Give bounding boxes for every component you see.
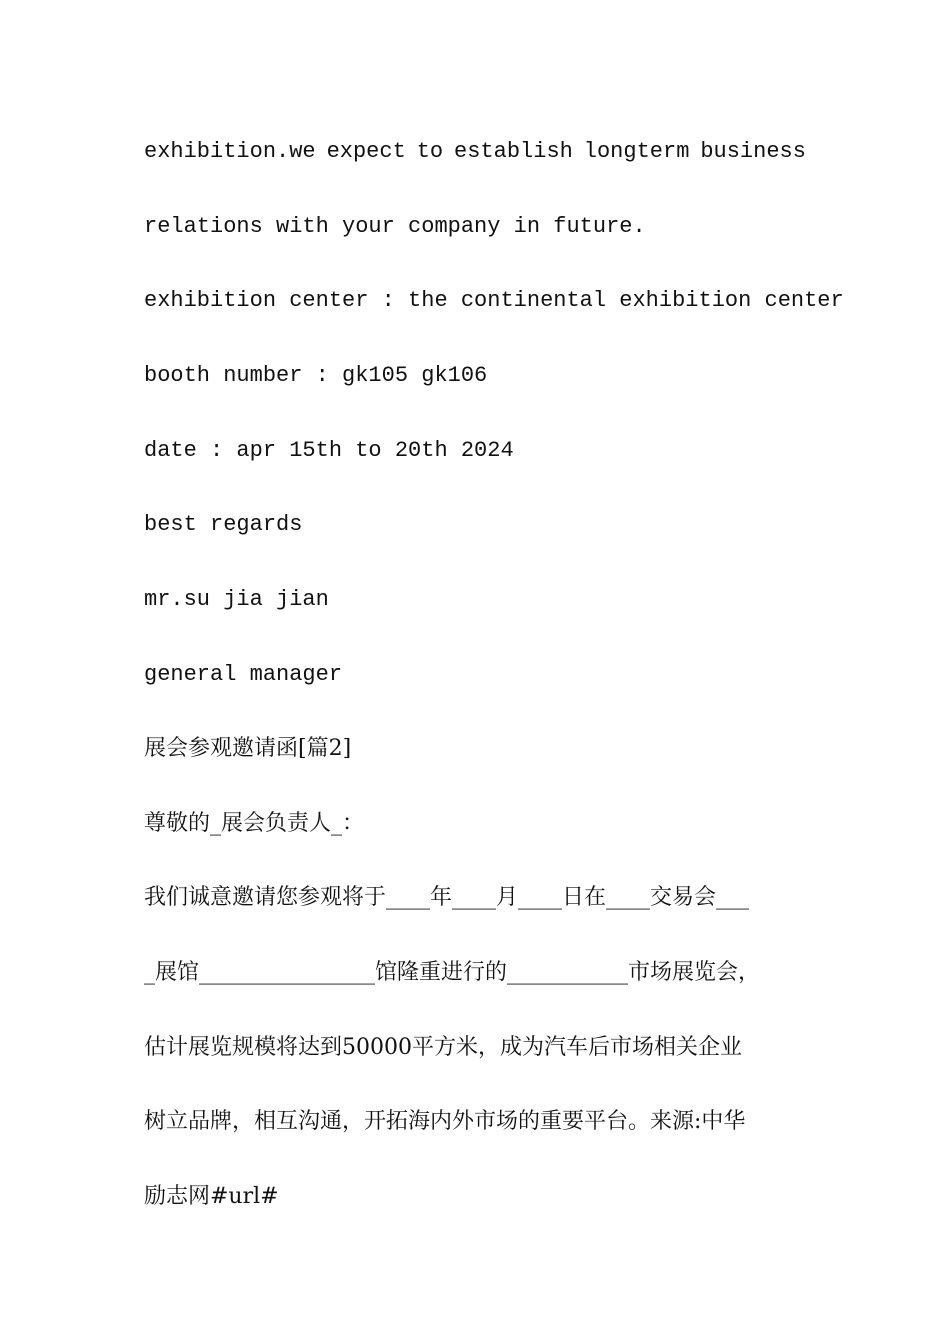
paragraph-line-2: _展馆________________馆隆重进行的___________市场展览会，: [144, 960, 761, 985]
text-line-2: relations with your company in future.: [144, 214, 646, 239]
word: to: [416, 139, 444, 164]
text-line-1: [144, 137, 806, 167]
word: expect: [326, 139, 406, 164]
date-line: date : apr 15th to 20th 2024: [144, 438, 514, 463]
word: exhibition.we: [144, 139, 316, 164]
section-heading: 展会参观邀请函[篇2]: [144, 736, 352, 761]
signer-name: mr.su jia jian: [144, 587, 329, 612]
exhibition-center-line: exhibition center : the continental exhibition center: [144, 288, 844, 313]
word: longterm: [583, 139, 690, 164]
paragraph-line-5: 励志网#url#: [144, 1184, 279, 1209]
booth-number-line: booth number : gk105 gk106: [144, 363, 488, 388]
closing-line: best regards: [144, 512, 303, 537]
word: establish: [454, 139, 573, 164]
paragraph-line-3: 估计展览规模将达到50000平方米，成为汽车后市场相关企业: [144, 1035, 742, 1060]
signer-title: general manager: [144, 662, 343, 687]
word: business: [700, 139, 806, 164]
paragraph-line-1: 我们诚意邀请您参观将于____年____月____日在____交易会___: [144, 885, 750, 910]
salutation: 尊敬的_展会负责人_：: [144, 811, 365, 836]
paragraph-line-4: 树立品牌，相互沟通，开拓海内外市场的重要平台。来源:中华: [144, 1109, 746, 1134]
